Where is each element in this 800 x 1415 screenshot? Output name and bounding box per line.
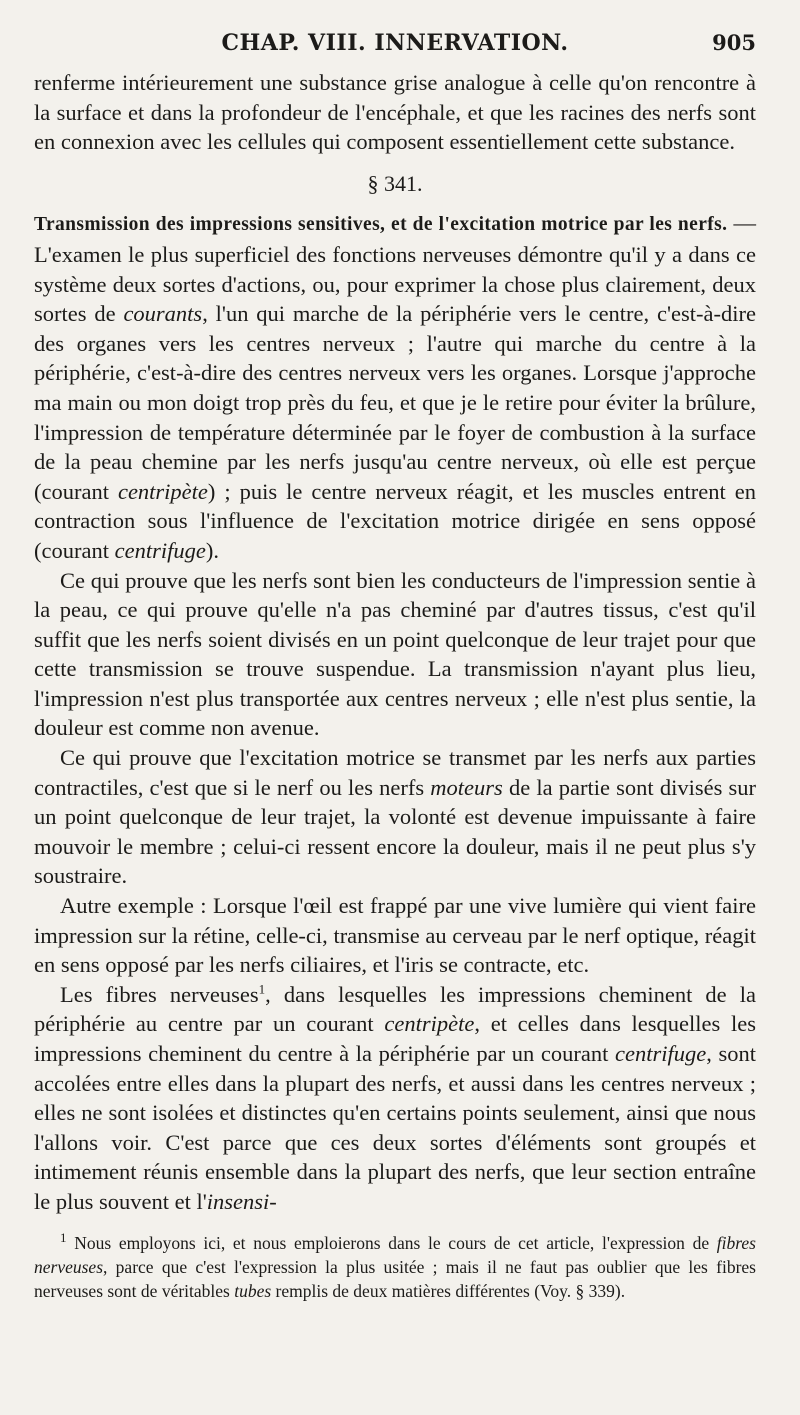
- text-run: , sont accolées entre elles dans la plupart des nerfs, et aussi dans les centres nerveux ; elles ne sont isolées et distinctes qu'en certains points seulement, ainsi que nous l'allons voir. C'est parce que ces deux sortes d'éléments sont groupés et intimement réunis ensemble dans la plupart des nerfs, que leur section entraîne le plus souvent et l': [34, 1041, 756, 1214]
- text-run: — L'examen le plus superficiel des fonctions nerveuses démontre qu'il y a dans ce système deux sortes d'actions, ou, pour exprimer la chose plus clairement, deux sortes de: [34, 210, 756, 327]
- page-number: 905: [712, 30, 756, 55]
- section-paragraph-2: Ce qui prouve que les nerfs sont bien les conducteurs de l'impression sentie à la peau, ce qui prouve qu'elle n'a pas cheminé par d'autres tissus, c'est qu'il suffit que les nerfs soient divisés en un point quelconque de leur trajet pour que cette transmission se trouve suspendue. La transmission n'ayant plus lieu, l'impression n'est plus transportée aux centres nerveux ; elle n'est plus sentie, la douleur est comme non avenue.: [34, 567, 756, 741]
- footnote-marker: 1: [60, 1229, 67, 1245]
- footnote-reference: 1: [258, 981, 266, 997]
- italic-term: courants: [123, 301, 203, 327]
- chapter-title: CHAP. VIII. INNERVATION.: [221, 30, 569, 56]
- footnote: [34, 1231, 756, 1303]
- section-paragraph-3: [34, 743, 756, 891]
- text-run: Les fibres nerveuses: [60, 981, 259, 1007]
- text-run: remplis de deux matières différentes (Voy. § 339).: [271, 1280, 626, 1301]
- text-run: Nous employons ici, et nous emploierons dans le cours de cet article, l'expression de: [66, 1232, 717, 1253]
- section-heading: Transmission des impressions sensitives, et de l'excitation motrice par les nerfs.: [34, 214, 728, 236]
- italic-term: centripète: [384, 1011, 475, 1037]
- section-paragraph-5: [34, 980, 756, 1217]
- italic-term: tubes: [234, 1280, 272, 1301]
- section-paragraph-1: [34, 208, 756, 565]
- text-run: , et celles dans lesquelles les impressions cheminent du centre à la périphérie par un courant: [34, 1011, 756, 1066]
- italic-term: moteurs: [430, 774, 503, 800]
- text-run: de la partie sont divisés sur un point quelconque de leur trajet, la volonté est devenue impuissante à faire mouvoir le membre ; celui-ci ressent encore la douleur, mais il ne peut plus s'y soustraire.: [34, 774, 756, 889]
- text-run: ).: [205, 537, 219, 563]
- text-run: Ce qui prouve que l'excitation motrice se transmet par les nerfs aux parties contractiles, c'est que si le nerf ou les nerfs: [34, 745, 756, 800]
- section-paragraph-4: Autre exemple : Lorsque l'œil est frappé par une vive lumière qui vient faire impression sur la rétine, celle-ci, transmise au cerveau par le nerf optique, réagit en sens opposé par les nerfs ciliaires, et l'iris se contracte, etc.: [34, 893, 756, 978]
- italic-term: centrifuge: [615, 1041, 707, 1066]
- text-run: , parce que c'est l'expression la plus usitée ; mais il ne faut pas oublier que les fibres nerveuses sont de véritables: [34, 1256, 756, 1301]
- intro-paragraph: renferme intérieurement une substance grise analogue à celle qu'on rencontre à la surface et dans la profondeur de l'encéphale, et que les racines des nerfs sont en connexion avec les cellules qui composent essentiellement cette substance.: [34, 70, 756, 155]
- section-number: § 341.: [367, 170, 423, 196]
- text-run: , l'un qui marche de la périphérie vers le centre, c'est-à-dire des organes vers les centres nerveux ; l'autre qui marche du centre à la périphérie, c'est-à-dire des centres nerveux vers les organes. Lorsque j'approche ma main ou mon doigt trop près du feu, et que je le retire pour éviter la brûlure, l'impression de température déterminée par le foyer de combustion à la surface de la peau chemine par les nerfs jusqu'au centre nerveux, où elle est perçue (courant: [34, 301, 756, 504]
- text-run: , dans lesquelles les impressions cheminent de la périphérie au centre par un courant: [34, 981, 756, 1037]
- italic-term: fibres nerveuses: [34, 1232, 756, 1277]
- italic-term: centrifuge: [114, 537, 206, 563]
- italic-term: insensi-: [206, 1188, 277, 1214]
- text-run: ) ; puis le centre nerveux réagit, et les muscles entrent en contraction sous l'influence de l'excitation motrice dirigée en sens opposé (courant: [34, 478, 756, 563]
- running-header: [34, 24, 756, 68]
- body-text: [34, 68, 756, 1217]
- italic-term: centripète: [117, 478, 208, 504]
